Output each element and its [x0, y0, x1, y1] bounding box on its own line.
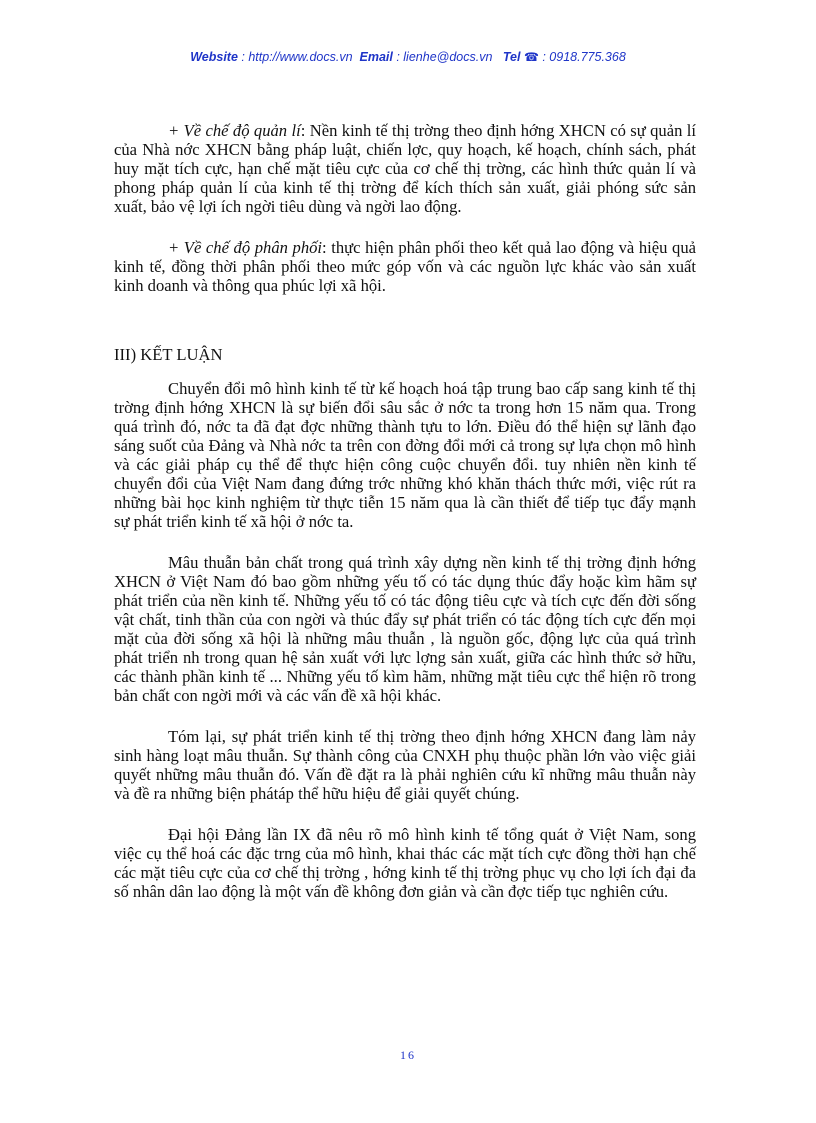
page-number: 16 — [400, 1048, 416, 1062]
management-lead: + Về chế độ quản lí — [168, 121, 301, 140]
website-label: Website — [190, 50, 238, 64]
tel-value: : 0918.775.368 — [538, 50, 626, 64]
paragraph-distribution — [114, 238, 696, 295]
conclusion-paragraph-1: Chuyển đổi mô hình kinh tế từ kế hoạch hoá tập trung bao cấp sang kinh tế thị trờng định hớng XHCN là sự biến đổi sâu sắc ở nớc ta trong hơn 15 năm qua. Trong quá trình đó, nớc ta đã đạt đợc những thành tựu to lớn. Điều đó thể hiện sự lãnh đạo sáng suốt của Đảng và Nhà nớc ta trên con đờng đổi mới cả trong sự lựa chọn mô hình và các giải pháp cụ thể để thực hiện công cuộc chuyển đổi. tuy nhiên nền kinh tế chuyển đổi của Việt Nam đang đứng trớc những khó khăn thách thức mới, việc rút ra những bài học kinh nghiệm từ thực tiễn 15 năm qua là cần thiết để tiếp tục đẩy mạnh sự phát triển kinh tế xã hội ở nớc ta. — [114, 379, 696, 531]
conclusion-heading: III) KẾT LUẬN — [114, 345, 223, 364]
paragraph-management — [114, 121, 696, 216]
conclusion-paragraph-3: Tóm lại, sự phát triển kinh tế thị trờng theo định hớng XHCN đang làm nảy sinh hàng loạt mâu thuẫn. Sự thành công của CNXH phụ thuộc phần lớn vào việc giải quyết những mâu thuẫn đó. Vấn đề đặt ra là phải nghiên cứu kĩ những mâu thuẫn này và đề ra những biện phátáp thể hữu hiệu để giải quyết chúng. — [114, 727, 696, 803]
distribution-lead: + Về chế độ phân phối — [168, 238, 323, 257]
email-label: Email — [359, 50, 393, 64]
email-separator: : — [392, 50, 404, 64]
conclusion-paragraph-2: Mâu thuẫn bản chất trong quá trình xây dựng nền kinh tế thị trờng định hớng XHCN ở Việt Nam đó bao gồm những yếu tố có tác dụng thúc đẩy hoặc kìm hãm sự phát triển của nền kinh tế. Những yếu tố có tác động tiêu cực và tích cực đến đời sống vật chất, tinh thần của con ngời và thúc đẩy sự phát triển có tác động tích cực đến mọi mặt của đời sống xã hội là những mâu thuẫn , là nguồn gốc, động lực của quá trình phát triển nh trong quan hệ sản xuất với lực lợng sản xuất, giữa các hình thức sở hữu, các thành phần kinh tế ... Những yếu tố kìm hãm, những mặt tiêu cực thể hiện rõ trong bản chất con ngời mới và các vấn đề xã hội khác. — [114, 553, 696, 705]
conclusion-paragraph-4: Đại hội Đảng lần IX đã nêu rõ mô hình kinh tế tổng quát ở Việt Nam, song việc cụ thể hoá các đặc trng của mô hình, khai thác các mặt tích cực đồng thời hạn chế các mặt tiêu cực của cơ chế thị trờng , hớng kinh tế thị trờng phục vụ cho lợi ích đại đa số nhân dân lao động là một vấn đề không đơn giản và cần đợc tiếp tục nghiên cứu. — [114, 825, 696, 901]
email-link[interactable]: lienhe@docs.vn — [403, 50, 493, 64]
document-body — [114, 121, 696, 901]
phone-icon: ☎ — [523, 50, 539, 64]
website-separator: : — [237, 50, 249, 64]
document-header — [0, 50, 816, 64]
distribution-text: : thực hiện phân phối theo kết quả lao động và hiệu quả kinh tế, đồng thời phân phối theo mức góp vốn và các nguồn lực khác vào sản xuất kinh doanh và thông qua phúc lợi xã hội. — [114, 238, 696, 295]
website-link[interactable]: http://www.docs.vn — [248, 50, 353, 64]
tel-label: Tel — [502, 50, 521, 64]
management-text: : Nền kinh tế thị trờng theo định hớng XHCN có sự quản lí của Nhà nớc XHCN bằng pháp luật, chiến lợc, quy hoạch, kế hoạch, chính sách, phát huy mặt tích cực, hạn chế mặt tiêu cực của cơ chế thị trờng, các hình thức quản lí và phong pháp quản lí của kinh tế thị trờng để kích thích sản xuất, giải phóng sức sản xuất, bảo vệ lợi ích ngời tiêu dùng và ngời lao động. — [114, 121, 696, 216]
